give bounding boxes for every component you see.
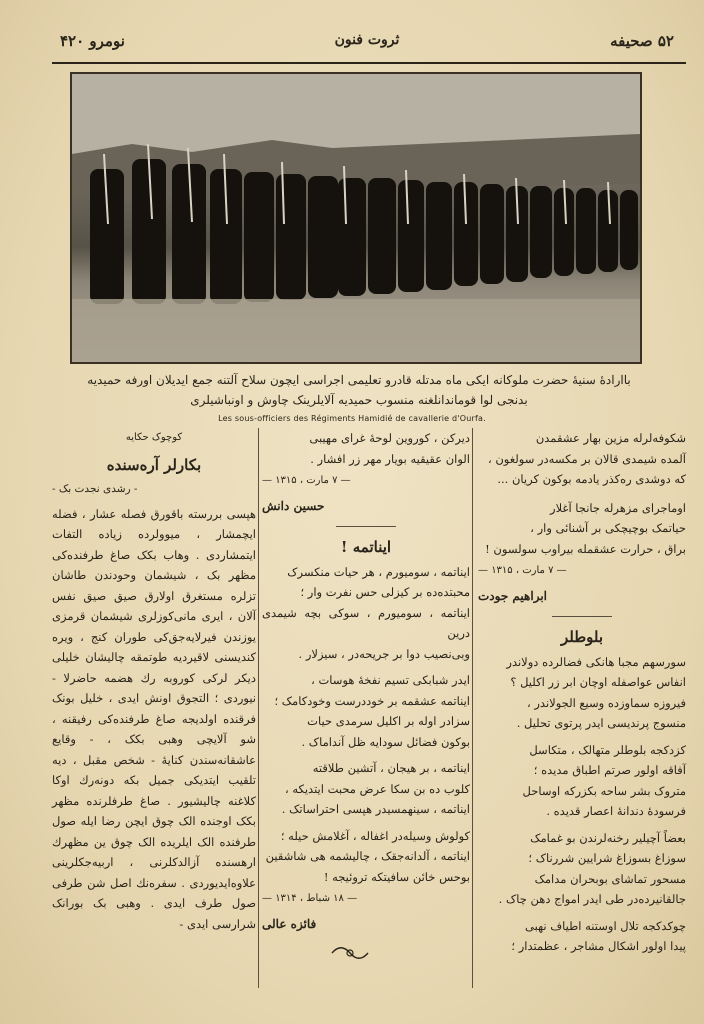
poem-line: پیدا اولور اشکال مشاجر ، عظمتدار ؛: [511, 939, 686, 953]
poem-line: ایدر شبابکی تسیم نفخهٔ هوسات ،: [311, 673, 470, 687]
poem-stanza: [478, 740, 686, 822]
poem-stanza: [262, 826, 470, 888]
poem-line: متروک بشر ساحه بکزرکه اوساحل: [522, 783, 686, 798]
issue-number: نومرو ۴۲۰: [60, 32, 125, 50]
poem-line: ایناتمه ، آلدانه‌جقک ، چالیشمه هی شاشقین: [265, 849, 470, 863]
poem-line: محبتده‌ده بر کیزلی حس نفرت وار ؛: [300, 585, 470, 599]
story-title: بکارلر آره‌سنده: [106, 455, 202, 474]
poem-line: آلمده شیمدی قالان بر مکسه‌در سولغون ،: [487, 451, 686, 466]
photo-caption-ottoman: باارادهٔ سنیهٔ حضرت ملوکانه ایکی ماه مدتله قادرو تعلیمی اجراسی ایچون سلاح آلتنه جمع ایدیلان اورفه حمیدیه بدنجی لوا قوماندانلغنه منسوب حمیدیه آلایلرینک چاوش و اونباشیلری: [87, 373, 631, 407]
soldiers-photo: [70, 72, 642, 364]
journal-title: ثروت فنون: [334, 32, 400, 48]
ornament-icon: [330, 944, 370, 962]
poem-stanza: [262, 562, 470, 665]
page-number: ۵۲ صحیفه: [610, 32, 674, 50]
poem-line: وبی‌نصیب دوا بر جریحه‌در ، سیزلار .: [298, 646, 470, 661]
poem-line: الوان عقیقیه بویار مهر زر افشار .: [310, 451, 470, 466]
poem-line: کلوب ده بن سکا عرض محبت ایتدیکه ،: [284, 781, 470, 796]
column-divider: [472, 428, 473, 988]
poem-date: — ۷ مارت ، ۱۳۱۵ —: [478, 565, 567, 576]
poem-line: که دوشدی ره‌کذر یادمه بوکون کریان ...: [497, 472, 686, 486]
poem-stanza: [478, 652, 686, 734]
poem-line: بعضاً آچیلیر رخنه‌لرندن بو غمامک: [530, 830, 686, 845]
poem-line: ایناتمه ، سینهمسیدر هپسی احتراساتک .: [281, 802, 470, 816]
poem-line: اوماجرای مزهرله جانجا آغلار: [550, 500, 686, 515]
poem-title: بلوطلر: [560, 628, 604, 646]
poem-line: ایناتمه ، سومیورم ، سوکی بچه شیمدی درین: [262, 605, 470, 640]
poem-stanza: [478, 498, 686, 560]
story-author: - رشدی نجدت بک -: [52, 483, 138, 495]
poem-line: بوحس خائن سافیتکه تروئیجه !: [323, 869, 470, 884]
header-rule: [52, 62, 686, 64]
poem-line: ایناتمه عشقمه بر خوددرست وخودکامک ؛: [274, 693, 470, 708]
poem-author: فائزه عالی: [262, 916, 317, 931]
poem-stanza: [262, 670, 470, 752]
poem-line: ایناتمه ، سومیورم ، هر حیات منکسرک: [287, 564, 470, 579]
poem-line: براق ، حرارت عشقمله بیراوب سولسون !: [485, 541, 686, 556]
poem-line: کولوش وسیله‌در اغفاله ، آغلامش حیله ؛: [280, 828, 470, 843]
poem-stanza: [478, 916, 686, 957]
poem-date: — ۷ مارت ، ۱۳۱۵ —: [262, 475, 351, 486]
poem-line: سورسهم مجبا هانکی فضالرده دولاندر: [506, 654, 686, 669]
separator: [336, 526, 396, 527]
poem-line: منسوج پرندیسی ایدر پرتوی تحلیل .: [516, 716, 686, 730]
left-column: [52, 428, 256, 934]
story-paragraph: هپسی بررسته باقورق فصله عشار ، فضله ایچمشار ، میوولرده زیاده التفات ایتمشاردی . وهاب بکک صاغ طرفنده‌کی مظهر بک ، شیشمان وحودندن طاشان تزلره مستغرق اولارق صیق صیق نفس آلان ، ایری مانی‌کوزلری شیشمان قرمزی یوزندن فیرلایه‌جق‌کی طوران کنج ، ویره کندیسنی لاقیردیه طوتمقه چالیشان خلیلی دیکر لرکی کوروبه رك هضمه حاضرلا - نیوردی ؛ التجوق اونش ایدی ، خلیل بونک فرقنده اولدیجه صاغ طرفنده‌کی رفیقنه ، شو آلایچی وهبی بکک ، - وقایع عاشقانه‌سندن کنایهٔ - شخص مقبل ، دیه تلقیب ایتدیکی جمیل بکه دونه‌رك اوکا کلاغنه چالیشیور . صاغ طرفلرنده مظهر بکک اوجنده الک چوق ایچن رضا ایله صول طرفنده الک ایلریده الک چوق ین مظهرك ارهسنده آزالدکلرنی ، اربیه‌جکلرینی علاوه‌ایدیوردی . سفره‌نك اصل شن طرفی صول طرف ایدی . وهبی بک بورانک شرارسی ایدی -: [52, 506, 256, 931]
poem-line: جالقانیرده‌در طی ایدر امواج دهن چاک .: [498, 892, 686, 906]
poem-date: — ۱۸ شباط ، ۱۳۱۴ —: [262, 893, 358, 904]
poem-line: شکوفه‌لرله مزین بهار عشقمدن: [535, 431, 686, 445]
right-column: [478, 428, 686, 957]
poem-stanza: [478, 828, 686, 910]
poem-stanza: [262, 428, 470, 469]
poem-stanza: [262, 758, 470, 820]
poem-stanza: [478, 428, 686, 490]
poem-line: دیرکن ، کوروین لوحهٔ غرای مهیبی: [309, 431, 470, 445]
poem-line: فرسودهٔ دندانهٔ اعصار قدیده .: [546, 804, 686, 818]
middle-column: [262, 428, 470, 938]
soldiers-photo-illustration: [72, 74, 640, 362]
poem-line: کزدکجه بلوطلر متهالک ، متکاسل: [529, 742, 686, 757]
poem-line: فیروزه سماوزده وسیع الجولاندر ،: [526, 695, 686, 710]
column-divider: [258, 428, 259, 988]
poem-line: آفاقه اولور صرتم اطباق مدیده ؛: [533, 763, 686, 777]
page-header: [52, 30, 682, 60]
poem-author: حسین دانش: [262, 498, 325, 513]
poem-line: ایناتمه ، بر هیجان ، آتشین طلاقته: [312, 761, 470, 775]
poem-line: سوزاغ بسوزاغ شرایین شررناک ؛: [528, 851, 686, 865]
poem-line: مسحور تماشای بوبحران مدامک: [534, 871, 686, 886]
photo-caption-french: Les sous-officiers des Régiments Hamidié de cavallerie d'Ourfa.: [218, 414, 486, 423]
poem-line: انفاس عواصفله اوچان ابر زر اکلیل ؟: [510, 675, 686, 689]
separator: [552, 616, 612, 617]
poem-line: سزادر اوله بر اکلیل سرمدی حیات: [307, 714, 470, 728]
poem-author: ابراهیم جودت: [478, 588, 547, 603]
poem-line: بوکون فضائل سودایه ظل آنداماک .: [301, 734, 470, 749]
poem-line: چوکدکجه تلال اوستنه اطیاف نهبی: [525, 918, 686, 933]
section-label: کوچوک حکایه: [125, 432, 183, 443]
poem-line: حیاتمک بوچیچکی بر آشنائی وار ،: [530, 521, 686, 535]
poem-title: ایناتمه !: [340, 538, 392, 556]
